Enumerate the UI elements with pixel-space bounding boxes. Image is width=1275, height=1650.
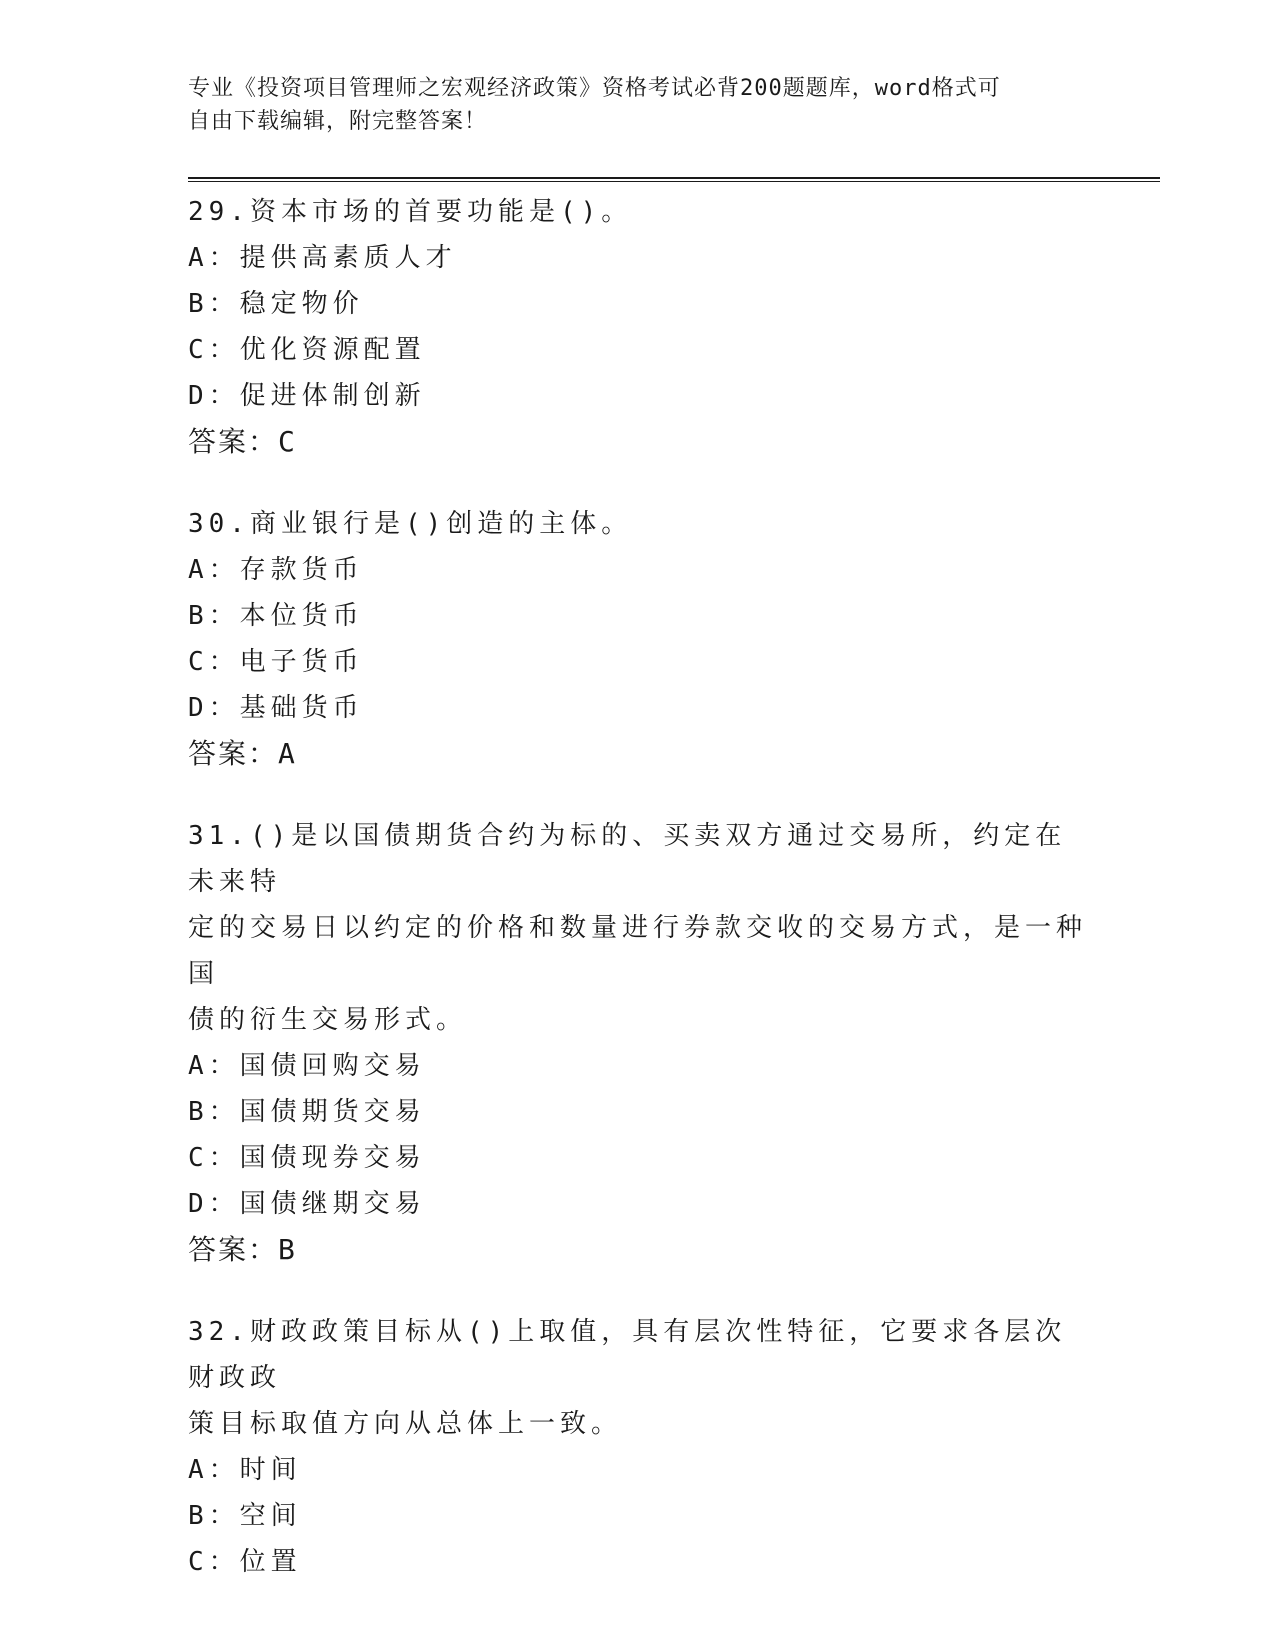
option-b: B：国债期货交易 bbox=[188, 1097, 426, 1127]
option-c: C：国债现券交易 bbox=[188, 1143, 426, 1173]
question-stem-line-1: 32.财政政策目标从()上取值，具有层次性特征，它要求各层次财政政 bbox=[188, 1317, 1067, 1393]
option-c: C：电子货币 bbox=[188, 647, 364, 677]
document-header bbox=[188, 72, 1088, 138]
question-stem-line-2: 策目标取值方向从总体上一致。 bbox=[188, 1409, 623, 1439]
question-stem-line-1: 31.()是以国债期货合约为标的、买卖双方通过交易所，约定在未来特 bbox=[188, 821, 1067, 897]
option-d: D：国债继期交易 bbox=[188, 1189, 426, 1219]
question-32 bbox=[188, 1309, 1088, 1585]
question-30 bbox=[188, 501, 1088, 777]
option-c: C：优化资源配置 bbox=[188, 335, 426, 365]
question-stem-line-3: 债的衍生交易形式。 bbox=[188, 1005, 468, 1035]
option-a: A：时间 bbox=[188, 1455, 302, 1485]
option-a: A：存款货币 bbox=[188, 555, 364, 585]
answer: 答案：A bbox=[188, 737, 297, 770]
option-b: B：本位货币 bbox=[188, 601, 364, 631]
answer: 答案：B bbox=[188, 1233, 297, 1266]
header-divider-thick bbox=[188, 177, 1160, 179]
question-stem: 30.商业银行是()创造的主体。 bbox=[188, 509, 633, 539]
question-list bbox=[188, 189, 1088, 1609]
option-a: A：提供高素质人才 bbox=[188, 243, 457, 273]
option-b: B：稳定物价 bbox=[188, 289, 364, 319]
option-d: D：基础货币 bbox=[188, 693, 364, 723]
header-line-2: 自由下载编辑，附完整答案！ bbox=[188, 109, 488, 134]
option-b: B：空间 bbox=[188, 1501, 302, 1531]
question-29 bbox=[188, 189, 1088, 465]
question-stem-line-2: 定的交易日以约定的价格和数量进行券款交收的交易方式，是一种国 bbox=[188, 913, 1088, 989]
header-line-1: 专业《投资项目管理师之宏观经济政策》资格考试必背200题题库，word格式可 bbox=[188, 76, 1001, 101]
option-d: D：促进体制创新 bbox=[188, 381, 426, 411]
question-31 bbox=[188, 813, 1088, 1273]
question-stem: 29.资本市场的首要功能是()。 bbox=[188, 197, 633, 227]
header-divider-thin bbox=[188, 181, 1160, 182]
answer: 答案：C bbox=[188, 425, 297, 458]
option-a: A：国债回购交易 bbox=[188, 1051, 426, 1081]
option-c: C：位置 bbox=[188, 1547, 302, 1577]
